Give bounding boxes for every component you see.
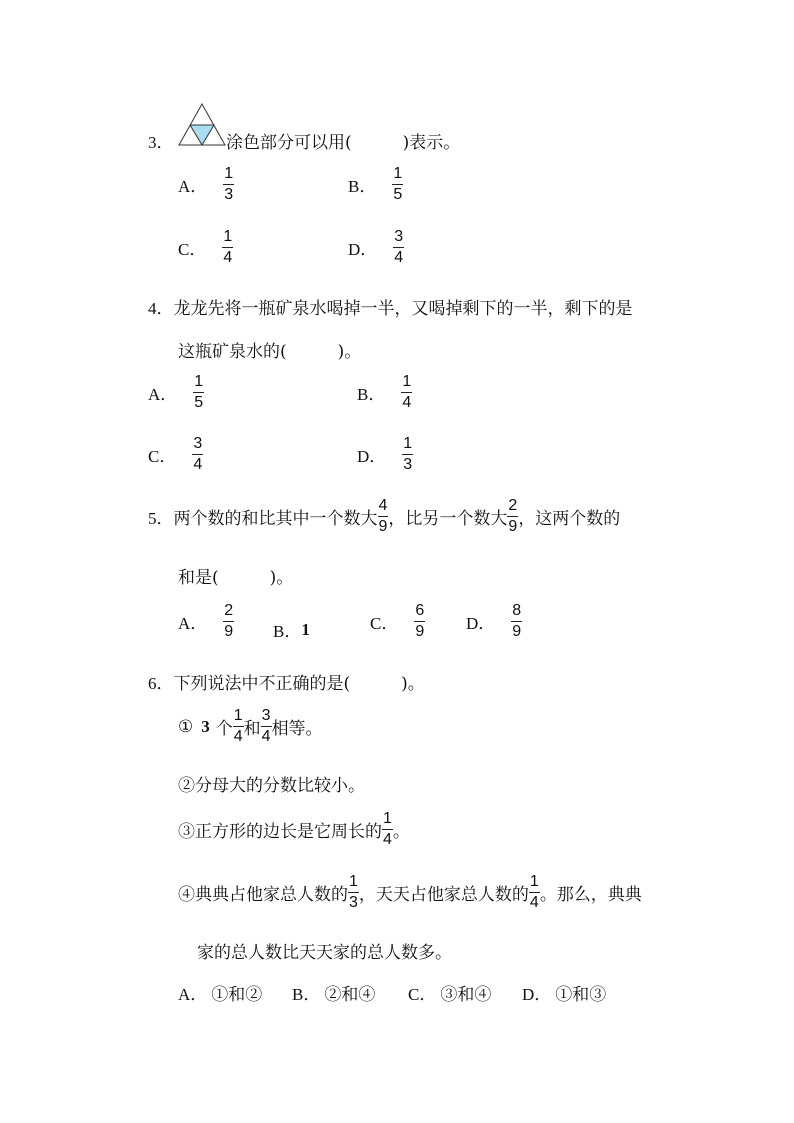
option-fraction: $\frac{3}{4}$ (193, 435, 203, 473)
option-fraction: $\frac{1}{3}$ (403, 435, 413, 473)
statement-part2: ，天天占他家总人数的 (358, 885, 529, 905)
statement-part3: 。那么，典典 (539, 885, 642, 905)
statement-fraction-1: $\frac{1}{4}$ (233, 707, 243, 745)
option-label: A． (178, 614, 208, 633)
option-fraction: $\frac{1}{3}$ (224, 165, 234, 203)
option-text: ①和③ (555, 985, 607, 1005)
q5-fraction-1: $\frac{4}{9}$ (378, 497, 388, 535)
q5-option-b[interactable] (273, 617, 310, 642)
q5-number: 5． (148, 509, 174, 528)
q3-number: 3． (148, 133, 174, 152)
q4-option-c[interactable] (148, 436, 203, 473)
option-fraction: $\frac{3}{4}$ (394, 228, 404, 266)
q3-option-b[interactable] (348, 166, 403, 203)
q5-option-c[interactable] (370, 603, 425, 640)
q4-option-a[interactable] (148, 374, 204, 411)
option-fraction: $\frac{1}{5}$ (393, 165, 403, 203)
q5-line1 (148, 498, 620, 535)
q3-option-a[interactable] (178, 166, 234, 203)
q4-option-d[interactable] (357, 436, 413, 473)
q5-line2 (178, 563, 293, 588)
option-label: B． (273, 622, 302, 641)
statement-suffix: 。 (392, 822, 410, 842)
statement-text: ②分母大的分数比较小。 (178, 776, 365, 796)
q3-option-d[interactable] (348, 229, 404, 266)
option-fraction: $\frac{6}{9}$ (415, 602, 425, 640)
option-text: ①和② (211, 985, 263, 1005)
q6-option-b[interactable] (292, 980, 375, 1005)
q4-line1 (148, 294, 633, 319)
option-fraction: $\frac{1}{4}$ (223, 228, 233, 266)
q6-statement-2 (178, 771, 365, 796)
option-label: D． (522, 985, 552, 1004)
q6-statement-4-line2 (197, 938, 452, 963)
option-label: C． (408, 985, 437, 1004)
q4-option-b[interactable] (357, 374, 412, 411)
statement-text: ③正方形的边长是它周长的 (178, 822, 382, 842)
q6-text: 下列说法中不正确的是( )。 (173, 674, 425, 694)
option-label: C． (178, 240, 207, 259)
q6-statement-4 (178, 874, 642, 911)
q4-line2 (178, 337, 361, 362)
q5-text-part2: ，比另一个数大 (388, 509, 508, 529)
q6-option-c[interactable] (408, 980, 491, 1005)
q5-fraction-2: $\frac{2}{9}$ (508, 497, 518, 535)
statement-unit: 个 (215, 719, 233, 739)
option-label: C． (370, 614, 399, 633)
statement-text: 家的总人数比天天家的总人数多。 (197, 943, 452, 963)
q5-option-a[interactable] (178, 603, 234, 640)
q6-option-d[interactable] (522, 980, 606, 1005)
option-label: B． (357, 385, 386, 404)
option-label: B． (292, 985, 321, 1004)
option-label: A． (148, 385, 178, 404)
option-label: D． (357, 447, 387, 466)
statement-fraction-1: $\frac{1}{3}$ (349, 873, 358, 911)
q3-stem (148, 128, 174, 153)
statement-marker: ① (178, 716, 194, 737)
q3-text: 涂色部分可以用( )表示。 (226, 133, 461, 153)
statement-fraction-2: $\frac{3}{4}$ (261, 707, 271, 745)
triangle-figure (178, 102, 226, 146)
option-label: B． (348, 177, 377, 196)
statement-fraction-2: $\frac{1}{4}$ (529, 873, 539, 911)
q3-text-line (226, 128, 460, 153)
statement-suffix: 相等。 (271, 719, 323, 739)
option-label: A． (178, 985, 208, 1004)
q6-option-a[interactable] (178, 980, 262, 1005)
option-label: C． (148, 447, 177, 466)
q4-text-line2: 这瓶矿泉水的( )。 (178, 342, 362, 362)
option-text: ③和④ (440, 985, 492, 1005)
q6-stem (148, 669, 425, 694)
q6-statement-3 (178, 811, 410, 848)
option-fraction: $\frac{1}{5}$ (194, 373, 204, 411)
q5-text-part3: ，这两个数的 (518, 509, 621, 529)
statement-mid: 和 (243, 719, 261, 739)
q4-text-line1: 龙龙先将一瓶矿泉水喝掉一半，又喝掉剩下的一半，剩下的是 (173, 299, 633, 319)
q5-text-part1: 两个数的和比其中一个数大 (173, 509, 378, 529)
option-label: D． (466, 614, 496, 633)
q3-option-c[interactable] (178, 229, 233, 266)
q6-statement-1 (178, 708, 323, 745)
option-fraction: $\frac{1}{4}$ (402, 373, 412, 411)
statement-fraction: $\frac{1}{4}$ (383, 810, 392, 848)
q6-number: 6． (148, 674, 174, 693)
statement-part1: ④典典占他家总人数的 (178, 885, 348, 905)
statement-count: 3 (201, 716, 210, 736)
option-label: A． (178, 177, 208, 196)
q5-text-line2: 和是( )。 (178, 568, 294, 588)
q4-number: 4． (148, 299, 174, 318)
option-text: ②和④ (324, 985, 376, 1005)
option-fraction: $\frac{2}{9}$ (224, 602, 234, 640)
option-fraction: $\frac{8}{9}$ (512, 602, 522, 640)
q5-option-d[interactable] (466, 603, 522, 640)
option-value: 1 (301, 619, 310, 639)
option-label: D． (348, 240, 378, 259)
